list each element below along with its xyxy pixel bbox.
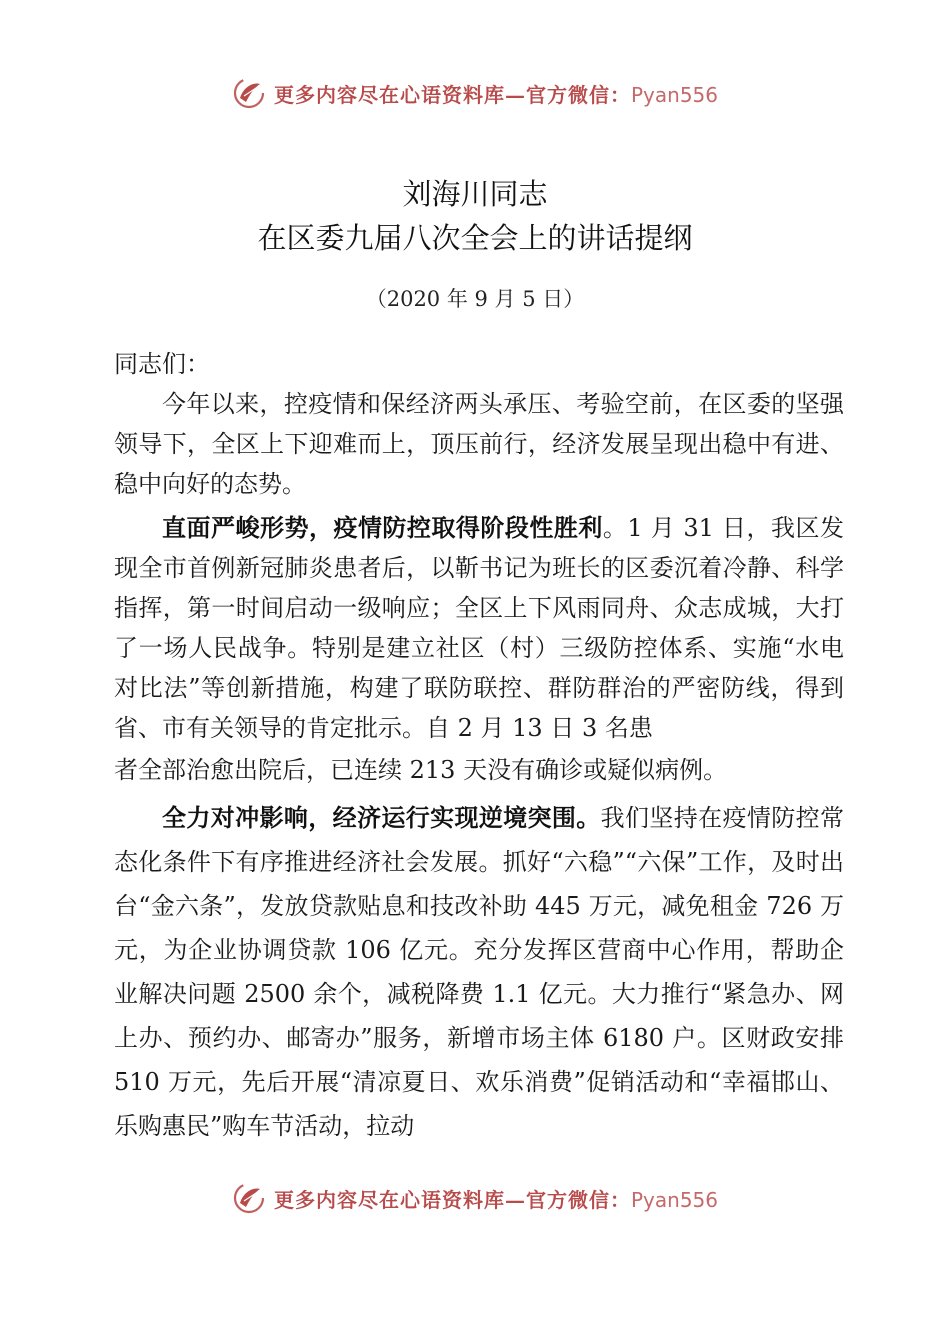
paragraph-economy: [114, 796, 844, 1148]
document-body: [114, 344, 844, 1148]
paragraph-epidemic-tail: 者全部治愈出院后，已连续 213 天没有确诊或疑似病例。: [114, 756, 728, 784]
watermark-logo-icon: [232, 76, 266, 110]
paragraph-epidemic: [114, 508, 844, 748]
title-line-subject: 在区委九届八次全会上的讲话提纲: [257, 221, 693, 255]
document-date: （2020 年 9 月 5 日）: [365, 287, 585, 311]
document-title: [0, 172, 950, 260]
watermark-text: 更多内容尽在心语资料库—官方微信：Pyan556: [273, 1187, 718, 1212]
paragraph-epidemic-lead: 直面严峻形势，疫情防控取得阶段性胜利: [162, 514, 603, 542]
watermark-wechat-id: Pyan556: [630, 1187, 718, 1212]
watermark-text: 更多内容尽在心语资料库—官方微信：Pyan556: [273, 82, 718, 107]
watermark-header: [0, 73, 950, 113]
paragraph-economy-body: 我们坚持在疫情防控常态化条件下有序推进经济社会发展。抓好“六稳”“六保”工作，及时出台“金六条”，发放贷款贴息和技改补助 445 万元，减免租金 726 万元，为企业协调贷款 106 亿元。充分发挥区营商中心作用，帮助企业解决问题 2500 余个，减税降费 1.1 亿元。大力推行“紧急办、网上办、预约办、邮寄办”服务，新增市场主体 6180 户。区财政安排 510 万元，先后开展“清凉夏日、欢乐消费”促销活动和“幸福邯山、乐购惠民”购车节活动，拉动: [114, 804, 845, 1140]
paragraph-intro: 今年以来，控疫情和保经济两头承压、考验空前，在区委的坚强领导下，全区上下迎难而上，顶压前行，经济发展呈现出稳中有进、稳中向好的态势。: [114, 390, 844, 498]
paragraph-economy-lead: 全力对冲影响，经济运行实现逆境突围。: [162, 804, 601, 832]
watermark-wechat-id: Pyan556: [630, 82, 718, 107]
watermark-logo-icon: [232, 1181, 266, 1215]
paragraph-epidemic-body: 。1 月 31 日，我区发现全市首例新冠肺炎患者后，以靳书记为班长的区委沉着冷静、科学指挥，第一时间启动一级响应；全区上下风雨同舟、众志成城，大打了一场人民战争。特别是建立社区（村）三级防控体系、实施“水电对比法”等创新措施，构建了联防联控、群防群治的严密防线，得到省、市有关领导的肯定批示。自 2 月 13 日 3 名患: [114, 514, 845, 742]
greeting: 同志们：: [114, 350, 210, 378]
watermark-footer: [0, 1178, 950, 1218]
title-line-speaker: 刘海川同志: [402, 177, 548, 211]
